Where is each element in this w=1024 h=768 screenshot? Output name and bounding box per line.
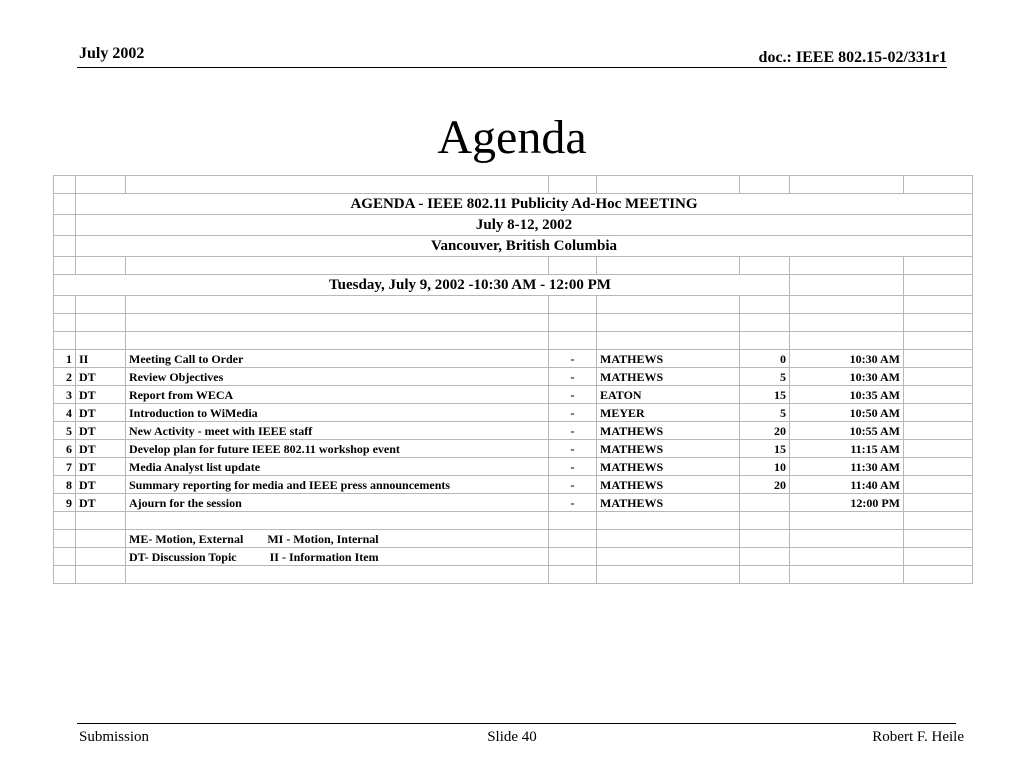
table-row <box>54 440 973 458</box>
item-dash: - <box>549 350 597 368</box>
item-minutes: 5 <box>740 404 790 422</box>
table-row <box>54 458 973 476</box>
item-time: 12:00 PM <box>790 494 904 512</box>
item-type: DT <box>76 440 126 458</box>
table-row <box>54 386 973 404</box>
item-number: 7 <box>54 458 76 476</box>
blank-row <box>54 296 973 314</box>
item-minutes: 15 <box>740 386 790 404</box>
table-row <box>54 422 973 440</box>
item-time: 11:15 AM <box>790 440 904 458</box>
item-presenter: MATHEWS <box>597 368 740 386</box>
item-time: 10:35 AM <box>790 386 904 404</box>
blank-row <box>54 257 973 275</box>
item-empty <box>904 386 973 404</box>
item-empty <box>904 404 973 422</box>
blank-row <box>54 512 973 530</box>
item-presenter: MATHEWS <box>597 458 740 476</box>
item-empty <box>904 368 973 386</box>
header-doc-id: doc.: IEEE 802.15-02/331r1 <box>758 49 947 66</box>
blank-row <box>54 314 973 332</box>
item-number: 4 <box>54 404 76 422</box>
item-minutes: 5 <box>740 368 790 386</box>
item-type: DT <box>76 476 126 494</box>
item-topic: Media Analyst list update <box>126 458 549 476</box>
item-dash: - <box>549 440 597 458</box>
item-empty <box>904 350 973 368</box>
item-type: DT <box>76 422 126 440</box>
item-number: 6 <box>54 440 76 458</box>
item-empty <box>904 440 973 458</box>
item-minutes: 15 <box>740 440 790 458</box>
item-topic: Review Objectives <box>126 368 549 386</box>
footer-author: Robert F. Heile <box>872 729 964 745</box>
agenda-dates-row <box>54 215 973 236</box>
item-dash: - <box>549 422 597 440</box>
agenda-heading-row <box>54 194 973 215</box>
item-topic: Ajourn for the session <box>126 494 549 512</box>
item-presenter: MATHEWS <box>597 476 740 494</box>
agenda-location: Vancouver, British Columbia <box>76 236 973 257</box>
agenda-table <box>53 175 973 584</box>
agenda-heading: AGENDA - IEEE 802.11 Publicity Ad-Hoc MEETING <box>76 194 973 215</box>
item-presenter: MATHEWS <box>597 494 740 512</box>
item-minutes <box>740 494 790 512</box>
header-date: July 2002 <box>79 45 145 62</box>
legend-topics: DT- Discussion Topic II - Information Item <box>126 548 549 566</box>
item-type: II <box>76 350 126 368</box>
item-time: 10:30 AM <box>790 350 904 368</box>
footer-slide-number: Slide 40 <box>487 729 537 745</box>
item-dash: - <box>549 494 597 512</box>
table-row <box>54 350 973 368</box>
blank-row <box>54 332 973 350</box>
item-empty <box>904 494 973 512</box>
item-type: DT <box>76 494 126 512</box>
item-number: 5 <box>54 422 76 440</box>
blank-row <box>54 176 973 194</box>
legend-motions: ME- Motion, External MI - Motion, Internal <box>126 530 549 548</box>
item-dash: - <box>549 386 597 404</box>
item-presenter: EATON <box>597 386 740 404</box>
item-number: 8 <box>54 476 76 494</box>
item-type: DT <box>76 386 126 404</box>
agenda-session: Tuesday, July 9, 2002 -10:30 AM - 12:00 PM <box>54 275 790 296</box>
item-presenter: MATHEWS <box>597 422 740 440</box>
item-time: 11:40 AM <box>790 476 904 494</box>
item-topic: Introduction to WiMedia <box>126 404 549 422</box>
item-presenter: MATHEWS <box>597 440 740 458</box>
item-topic: Summary reporting for media and IEEE press announcements <box>126 476 549 494</box>
item-minutes: 0 <box>740 350 790 368</box>
item-topic: Meeting Call to Order <box>126 350 549 368</box>
item-empty <box>904 458 973 476</box>
item-time: 10:55 AM <box>790 422 904 440</box>
legend-row <box>54 530 973 548</box>
table-row <box>54 476 973 494</box>
item-topic: New Activity - meet with IEEE staff <box>126 422 549 440</box>
item-dash: - <box>549 476 597 494</box>
agenda-location-row <box>54 236 973 257</box>
item-empty <box>904 422 973 440</box>
item-dash: - <box>549 458 597 476</box>
footer-submission: Submission <box>79 729 150 745</box>
item-minutes: 20 <box>740 476 790 494</box>
item-number: 2 <box>54 368 76 386</box>
item-type: DT <box>76 458 126 476</box>
item-time: 11:30 AM <box>790 458 904 476</box>
table-row <box>54 404 973 422</box>
item-number: 3 <box>54 386 76 404</box>
item-number: 1 <box>54 350 76 368</box>
item-time: 10:30 AM <box>790 368 904 386</box>
blank-row <box>54 566 973 584</box>
item-topic: Develop plan for future IEEE 802.11 workshop event <box>126 440 549 458</box>
item-type: DT <box>76 368 126 386</box>
header-divider <box>77 67 947 68</box>
item-presenter: MATHEWS <box>597 350 740 368</box>
agenda-dates: July 8-12, 2002 <box>76 215 973 236</box>
item-presenter: MEYER <box>597 404 740 422</box>
item-type: DT <box>76 404 126 422</box>
footer-divider <box>77 723 956 724</box>
item-topic: Report from WECA <box>126 386 549 404</box>
table-row <box>54 368 973 386</box>
item-dash: - <box>549 404 597 422</box>
slide-title: Agenda <box>437 111 587 164</box>
item-empty <box>904 476 973 494</box>
item-dash: - <box>549 368 597 386</box>
item-time: 10:50 AM <box>790 404 904 422</box>
item-number: 9 <box>54 494 76 512</box>
item-minutes: 10 <box>740 458 790 476</box>
item-minutes: 20 <box>740 422 790 440</box>
table-row <box>54 494 973 512</box>
legend-row <box>54 548 973 566</box>
agenda-session-row <box>54 275 973 296</box>
